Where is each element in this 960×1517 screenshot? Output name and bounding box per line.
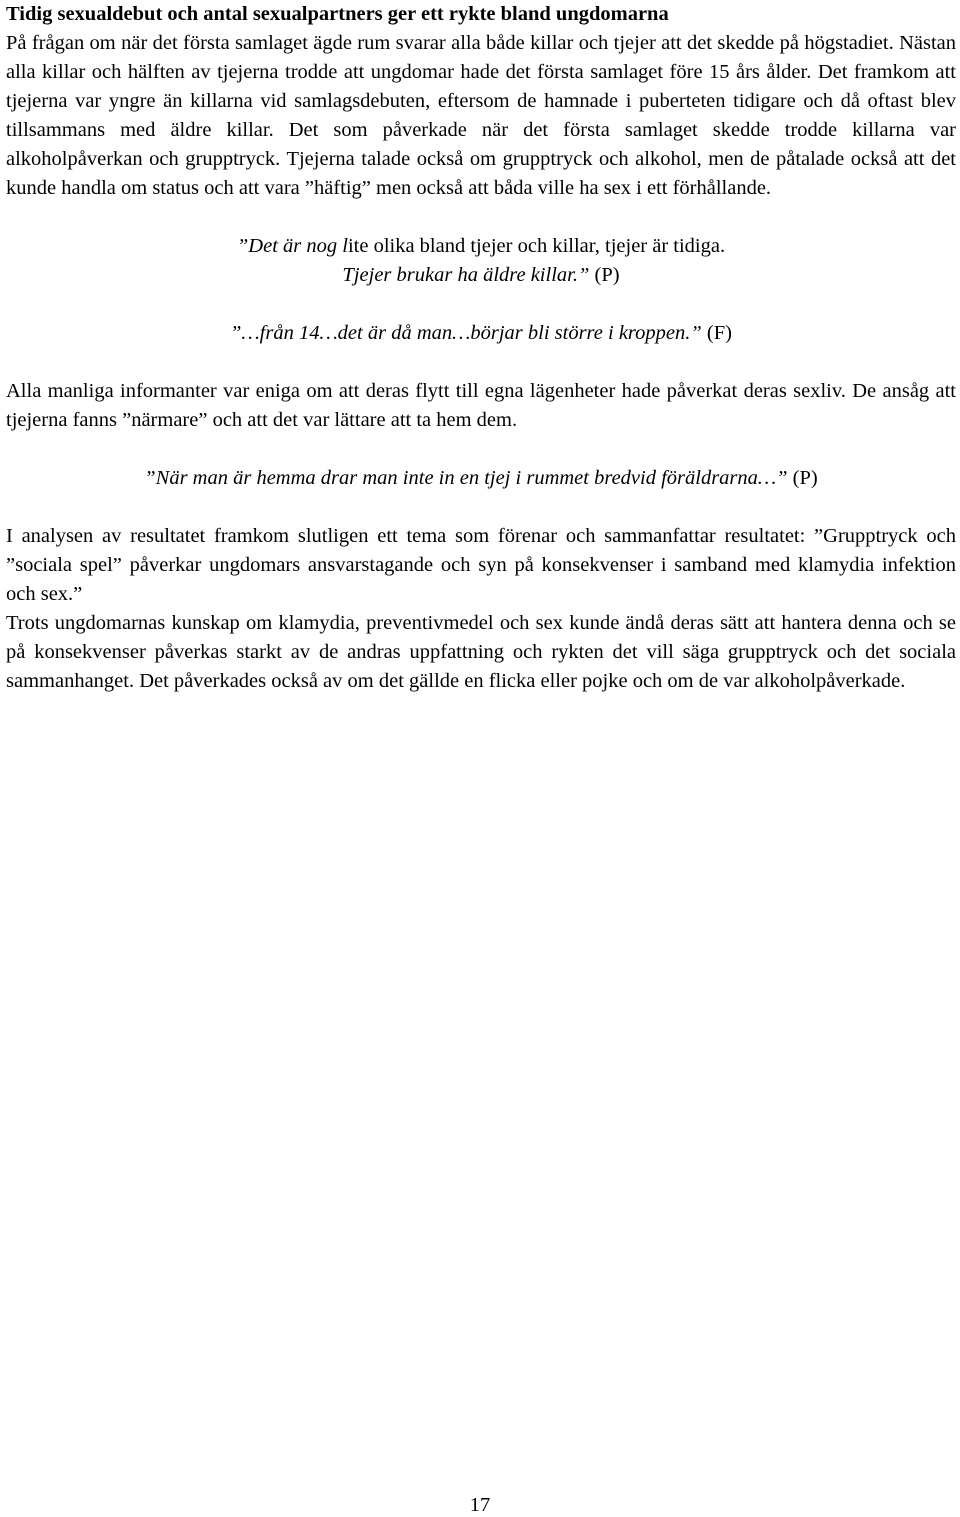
spacer bbox=[6, 493, 956, 522]
paragraph-sexual-debut: På frågan om när det första samlaget ägde rum svarar alla både killar och tjejer att det skedde på högstadiet. Nästan alla killar och hälften av tjejerna trodde att ungdomar hade det första samlaget före 15 års ålder. Det framkom att tjejerna var yngre än killarna vid samlagsdebuten, eftersom de hamnade i puberteten tidigare och då oftast blev tillsammans med äldre killar. Det som påverkade när det första samlaget skedde trodde killarna var alkoholpåverkan och grupptryck. Tjejerna talade också om grupptryck och alkohol, men de påtalade också att det kunde handla om status och att vara ”häftig” men också att båda ville ha sex i ett förhållande. bbox=[6, 32, 956, 199]
page-number: 17 bbox=[469, 1494, 491, 1516]
quote-source-tag: (F) bbox=[701, 322, 732, 344]
quote-source-tag: (P) bbox=[787, 467, 818, 489]
quote-line bbox=[6, 464, 956, 493]
spacer bbox=[6, 290, 956, 319]
spacer bbox=[6, 435, 956, 464]
quote-block-3 bbox=[6, 464, 956, 493]
quote-block-1 bbox=[6, 232, 956, 290]
quote-line bbox=[6, 319, 956, 348]
quote-text: ite olika bland tjejer och killar, tjejer är tidiga. bbox=[347, 235, 726, 257]
paragraph-analysis-theme: I analysen av resultatet framkom slutligen ett tema som förenar och sammanfattar resultatet: ”Grupptryck och ”sociala spel” påverkar ungdomars ansvarstagande och syn på konsekvenser i samband med klamydia infektion och sex.” bbox=[6, 525, 956, 605]
document-page bbox=[6, 0, 956, 696]
quote-text-italic: Tjejer brukar ha äldre killar.” bbox=[342, 264, 590, 286]
quote-text-italic: ”…från 14…det är då man…börjar bli större i kroppen.” bbox=[230, 322, 702, 344]
paragraph-conclusion: Trots ungdomarnas kunskap om klamydia, preventivmedel och sex kunde ändå deras sätt att hantera denna och se på konsekvenser påverkas starkt av de andras uppfattning och rykten det vill säga grupptryck och det sociala sammanhanget. Det påverkades också av om det gällde en flicka eller pojke och om de var alkoholpåverkade. bbox=[6, 612, 956, 692]
quote-block-2 bbox=[6, 319, 956, 348]
paragraph-moving-out: Alla manliga informanter var eniga om att deras flytt till egna lägenheter hade påverkat deras sexliv. De ansåg att tjejerna fanns ”närmare” och att det var lättare att ta hem dem. bbox=[6, 380, 956, 431]
section-heading: Tidig sexualdebut och antal sexualpartners ger ett rykte bland ungdomarna bbox=[6, 3, 669, 25]
quote-line bbox=[6, 232, 956, 261]
quote-text-italic: ”Det är nog l bbox=[236, 235, 348, 257]
quote-source-tag: (P) bbox=[589, 264, 620, 286]
spacer bbox=[6, 203, 956, 232]
spacer bbox=[6, 348, 956, 377]
quote-line bbox=[6, 261, 956, 290]
quote-text-italic: ”När man är hemma drar man inte in en tjej i rummet bredvid föräldrarna…” bbox=[144, 467, 788, 489]
